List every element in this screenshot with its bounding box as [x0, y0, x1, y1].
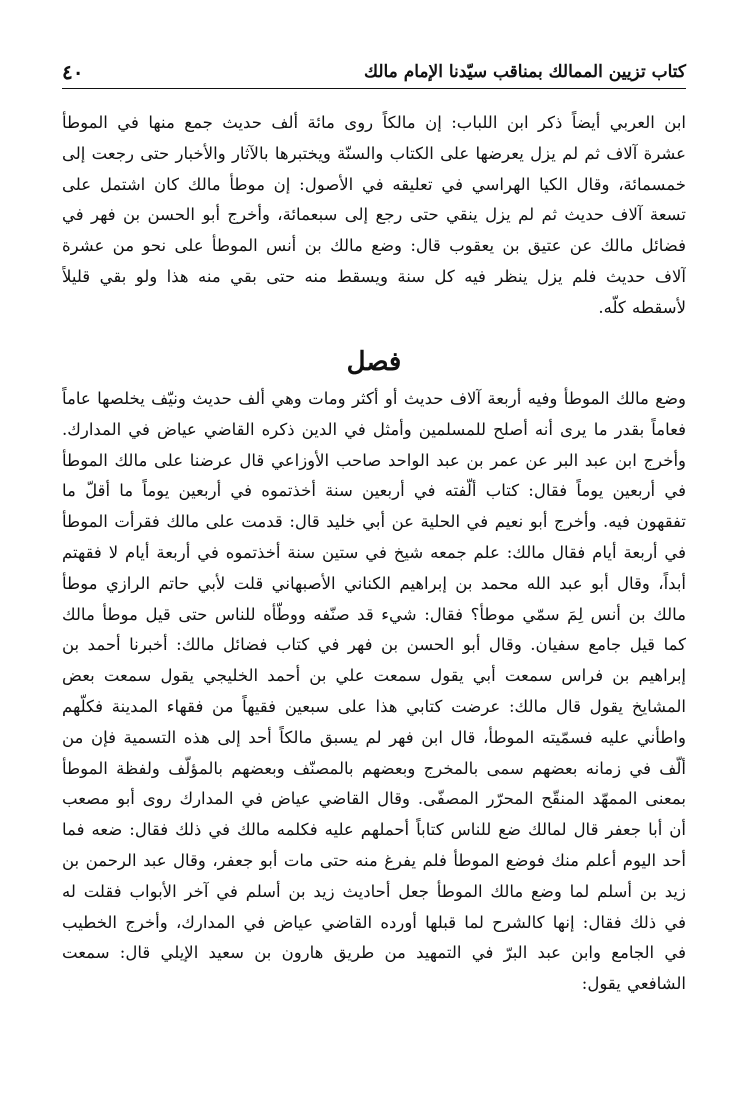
- page-number: ٤٠: [62, 60, 84, 84]
- body-paragraph-2: وضع مالك الموطأ وفيه أربعة آلاف حديث أو أكثر ومات وهي ألف حديث ونيّف يخلصها عاماً فعاماً بقدر ما يرى أنه أصلح للمسلمين وأمثل في الدين ذكره القاضي عياض في المدارك. وأخرج ابن عبد البر عن عمر بن عبد الواحد صاحب الأوزاعي قال عرضنا على مالك الموطأ في أربعين يوماً فقال: كتاب ألّفته في أربعين سنة أخذتموه في أربعين يوماً ما أقلّ ما تفقهون فيه. وأخرج أبو نعيم في الحلية عن أبي خليد قال: قدمت على مالك فقرأت الموطأ في أربعة أيام فقال مالك: علم جمعه شيخ في ستين سنة أخذتموه في أربعة أيام لا فقهتم أبداً، وقال أبو عبد الله محمد بن إبراهيم الكناني الأصبهاني قلت لأبي حاتم الرازي موطأ مالك بن أنس لِمَ سمّي موطأ؟ فقال: شيء قد صنّفه ووطّأه للناس حتى قيل موطأ مالك كما قيل جامع سفيان. وقال أبو الحسن بن فهر في كتاب فضائل مالك: أخبرنا أحمد بن إبراهيم بن فراس سمعت أبي يقول سمعت علي بن أحمد الخليجي يقول سمعت بعض المشايخ يقول قال مالك: عرضت كتابي هذا على سبعين فقيهاً من فقهاء المدينة فكلّهم واطأني عليه فسمّيته الموطأ، قال ابن فهر لم يسبق مالكاً أحد إلى هذه التسمية فإن من ألّف في زمانه بعضهم سمى بالمخرج وبعضهم بالمصنّف وبعضهم بالمؤلّف ولفظة الموطأ بمعنى الممهّد المنقّح المحرّر المصفّى. وقال القاضي عياض في المدارك روى أبو مصعب أن أبا جعفر قال لمالك ضع للناس كتاباً أحملهم عليه فكلمه مالك في ذلك فقال: ضعه فما أحد اليوم أعلم منك فوضع الموطأ فلم يفرغ منه حتى مات أبو جعفر، وقال عبد الرحمن بن زيد بن أسلم لما وضع مالك الموطأ جعل أحاديث زيد بن أسلم في آخر الأبواب فقلت له في ذلك فقال: إنها كالشرح لما قبلها أورده القاضي عياض في المدارك، وأخرج الخطيب في الجامع وابن عبد البرّ في التمهيد من طريق هارون بن سعيد الإيلي قال: سمعت الشافعي يقول:: [62, 389, 686, 994]
- section-heading: فصل: [346, 347, 402, 377]
- header-divider: [62, 88, 686, 89]
- page-body: [62, 108, 686, 1044]
- running-header: [62, 56, 686, 88]
- body-paragraph-1: ابن العربي أيضاً ذكر ابن اللباب: إن مالكاً روى مائة ألف حديث جمع منها في الموطأ عشرة آلاف ثم لم يزل يعرضها على الكتاب والسنّة ويختبرها بالآثار والأخبار حتى رجعت إلى خمسمائة، وقال الكيا الهراسي في تعليقه في الأصول: إن موطأ مالك كان اشتمل على تسعة آلاف حديث ثم لم يزل ينقي حتى رجع إلى سبعمائة، وأخرج أبو الحسن بن فهر في فضائل مالك عن عتيق بن يعقوب قال: وضع مالك بن أنس الموطأ على نحو من عشرة آلاف حديث فلم يزل ينظر فيه كل سنة ويسقط منه حتى بقي منه هذا ولو بقي قليلاً لأسقطه كلّه.: [62, 113, 686, 317]
- running-header-title: كتاب تزيين الممالك بمناقب سيّدنا الإمام مالك: [364, 62, 686, 82]
